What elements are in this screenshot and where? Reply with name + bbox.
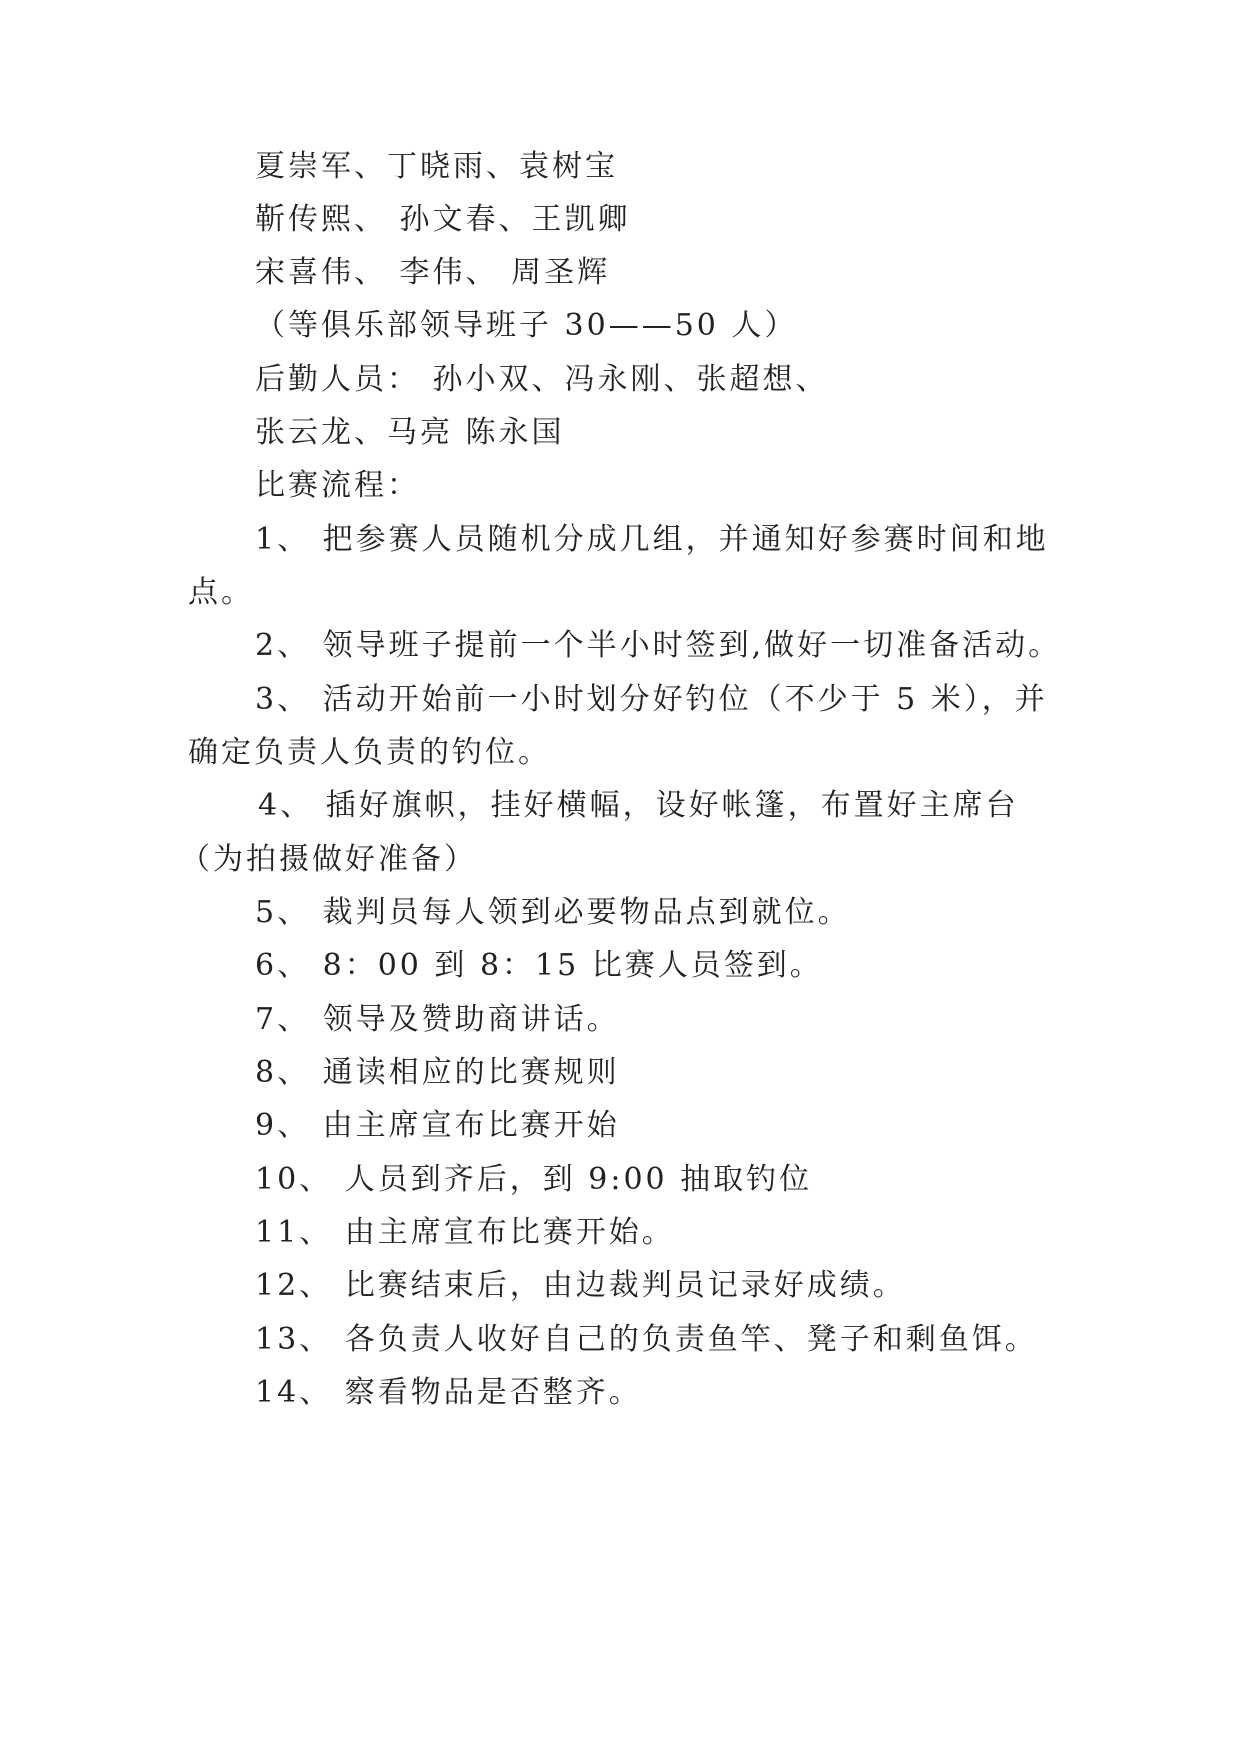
list-item-continuation: （为拍摄做好准备） — [180, 842, 477, 877]
list-item: 4、 插好旗帜，挂好横幅，设好帐篷，布置好主席台 — [258, 788, 1019, 823]
text-line: 后勤人员： 孙小双、冯永刚、张超想、 — [255, 362, 829, 397]
list-item-continuation: 点。 — [188, 575, 254, 610]
list-item: 7、 领导及赞助商讲话。 — [255, 1002, 620, 1037]
list-item: 2、 领导班子提前一个半小时签到,做好一切准备活动。 — [255, 628, 1062, 663]
list-item: 1、 把参赛人员随机分成几组，并通知好参赛时间和地 — [255, 522, 1049, 557]
list-item: 14、 察看物品是否整齐。 — [255, 1375, 642, 1410]
list-item-continuation: 确定负责人负责的钓位。 — [188, 735, 551, 770]
list-item: 5、 裁判员每人领到必要物品点到就位。 — [255, 895, 851, 930]
text-line: 宋喜伟、 李伟、 周圣辉 — [255, 255, 611, 290]
list-item: 8、 通读相应的比赛规则 — [255, 1055, 620, 1090]
list-item: 6、 8：00 到 8：15 比赛人员签到。 — [255, 948, 823, 983]
text-line: 夏崇军、丁晓雨、袁树宝 — [255, 149, 618, 184]
list-item: 11、 由主席宣布比赛开始。 — [255, 1215, 675, 1250]
list-item: 9、 由主席宣布比赛开始 — [255, 1108, 620, 1143]
list-item: 10、 人员到齐后，到 9:00 抽取钓位 — [255, 1162, 813, 1197]
list-item: 3、 活动开始前一小时划分好钓位（不少于 5 米），并 — [255, 682, 1048, 717]
text-line: 靳传熙、 孙文春、王凯卿 — [255, 202, 631, 237]
section-heading: 比赛流程： — [255, 468, 420, 503]
list-item: 12、 比赛结束后，由边裁判员记录好成绩。 — [255, 1268, 906, 1303]
text-line: （等俱乐部领导班子 30——50 人） — [255, 308, 798, 343]
list-item: 13、 各负责人收好自己的负责鱼竿、凳子和剩鱼饵。 — [255, 1322, 1038, 1357]
text-line: 张云龙、马亮 陈永国 — [255, 415, 565, 450]
